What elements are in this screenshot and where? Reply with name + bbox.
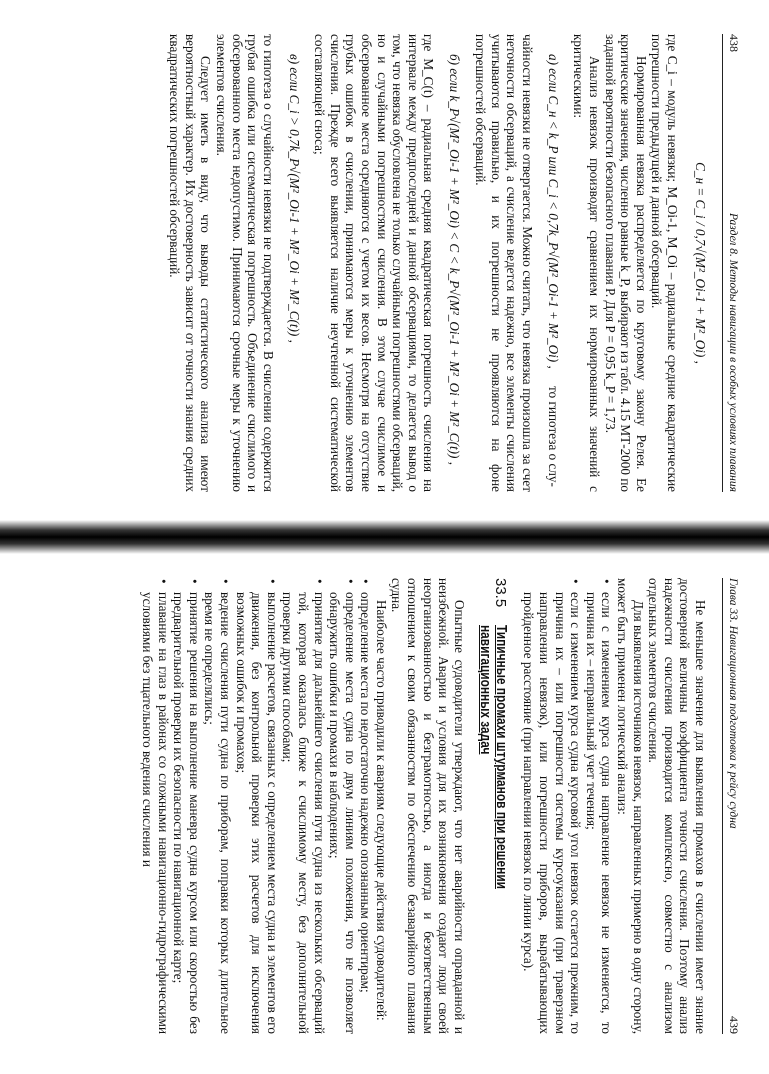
- bullet-list-typical-mistakes: [139, 578, 373, 1034]
- bullet-list-analysis: [521, 578, 615, 1034]
- left-page: [0, 0, 769, 520]
- book-gutter: [0, 520, 769, 554]
- running-head-right: [722, 578, 741, 1034]
- page-number-left: 438: [727, 34, 741, 52]
- paragraph: где C_i – модуль невязки; M_Oi-1, M_Oi – радиальные средние квадратические погрешности предыдущей и данной обсерваций.: [649, 34, 680, 492]
- formula-case-c: в) если C_i > 0,7k_P√(M²_Оi-1 + M²_Оi + M²_C(t)) ,: [286, 54, 302, 343]
- list-item: • принятие решения на выполнение маневра судна курсом или скоростью без предварительной проверки их безопасности по навигационной карте;: [171, 578, 202, 1034]
- right-page: [0, 554, 769, 1074]
- paragraph: Для выявления источников невязок, направленных примерно в одну сторону, может быть применен логический анализ:: [615, 578, 646, 1034]
- running-head-title-left: Раздел 8. Методы навигации в особых условиях плавания: [727, 212, 739, 492]
- section-title: Типичные промахи штурманов при решении навигационных задач: [476, 625, 509, 890]
- formula-normalized-residual: [692, 34, 708, 492]
- list-item: • если с изменением курса судна направление невязок не изменяется, то причина их – неправильный учет течения;: [583, 578, 614, 1034]
- paragraph: Не меньшее значение для выявления промахов в счислении имеет знание достоверной величины коэффициента точности счисления. Поэтому анализ надежности счисления производится комплексно, совместно с анализом отдельных элементов счисления.: [646, 578, 708, 1034]
- list-item: • определение места по недостаточно надежно опознанным ориентирам;: [358, 578, 374, 1034]
- list-item: • выполнение расчетов, связанных с определением места судна и элементов его движения, без контрольной проверки этих расчетов для исключения возможных ошибок и промахов;: [233, 578, 280, 1034]
- section-heading: [477, 578, 509, 1034]
- paragraph: где M_C(t) – радиальная средняя квадратическая погрешность счисления на интервале между предпоследней и данной обсервациями, то делается вывод о том, что невязка обусловлена не только случайными погрешностями обсерваций, но и случайными погрешностями счисления. В этом случае счислимое и обсервованное места осредняются с учетом их весов. Несмотря на отсутствие грубых ошибок в счислении, принимаются меры к уточнению элементов счисления. Прежде всего выявляется наличие неучтенной систематической составляющей сноса;: [312, 34, 437, 492]
- paragraph: Анализ невязок производят сравнением их нормированных значений с критическими:: [571, 34, 603, 492]
- list-item: • ведение счисления пути судна по приборам, поправки которых длительное время не определялись;: [202, 578, 233, 1034]
- list-item: • принятие для дальнейшего счисления пути судна из нескольких обсерваций той, которая оказалась ближе к счислимому месту, без дополнительной проверки другими способами;: [280, 578, 327, 1034]
- section-number: 33.5: [491, 578, 509, 608]
- formula-case-b: б) если k_P√(M²_Оi-1 + M²_Оi) < C < k_P√(M²_Оi-1 + M²_Оi + M²_C(t)) ,: [447, 54, 463, 466]
- paragraph: Нормированная невязка распределяется по круговому закону Релея. Ее критические значения, численно равные k_P, выбирают из табл. 4.15 МТ-2000 по заданной вероятности безопасного плавания P. Для P = 0,95 k_P = 1,73.: [602, 34, 649, 492]
- list-item: • определение места судна по двум линиям положения, что не позволяет обнаружить ошибки и промахи в наблюдениях;: [327, 578, 358, 1034]
- paragraph: то гипотеза о случайности невязки не подтверждается. В счислении содержится грубая ошибка или систематическая погрешность. Объединение счислимого и обсервованного места недопустимо. Принимаются срочные меры к уточнению элементов счисления.: [213, 34, 276, 492]
- list-item: • плавание на глаз в районах со сложными навигационно-гидрографическими условиями без тщательного ведения счисления и: [139, 578, 170, 1034]
- page-number-right: 439: [727, 1016, 741, 1034]
- paragraph: чайности невязки не отвергается. Можно считать, что невязка произошла за счет неточности обсерваций, а счисление ведется надежно, все элементы счисления учитываются правильно, и их погрешности не проявляются на фоне погрешностей обсерваций.: [473, 34, 535, 492]
- formula-case-a: а) если C_н < k_P или C_i < 0,7k_P√(M²_Оi-1 + M²_Оi) , то гипотеза о слу-: [545, 54, 561, 487]
- paragraph: Следует иметь в виду, что выводы статистического анализа имеют вероятностный характер. Их достоверность зависит от точности знания средних квадратических погрешностей обсерваций.: [167, 34, 214, 492]
- running-head-title-right: Глава 33. Навигационная подготовка к рейсу судна: [727, 578, 739, 829]
- running-head-left: [722, 34, 741, 492]
- paragraph: Опытные судоводители утверждают, что нет аварийности оправданной и неизбежной. Аварии и условия для их возникновения создают люди своей неорганизованностью и безграмотностью, а иногда и безответственным отношением к своим обязанностям по обеспечению безаварийного плавания судна.: [389, 578, 467, 1034]
- list-item: • если с изменением курса судна курсовой угол невязок остается прежним, то причина их – или погрешности системы курсоуказания (при траверзном направлении невязок), или погрешности приборов, вырабатывающих пройденное расстояние (при направлении невязок по линии курса).: [521, 578, 583, 1034]
- formula-top: C_н = C_i / 0,7√(M²_Оi-1 + M²_Оi) ,: [693, 162, 708, 364]
- paragraph: Наиболее часто приводили к авариям следующие действия судоводителей:: [373, 600, 389, 1021]
